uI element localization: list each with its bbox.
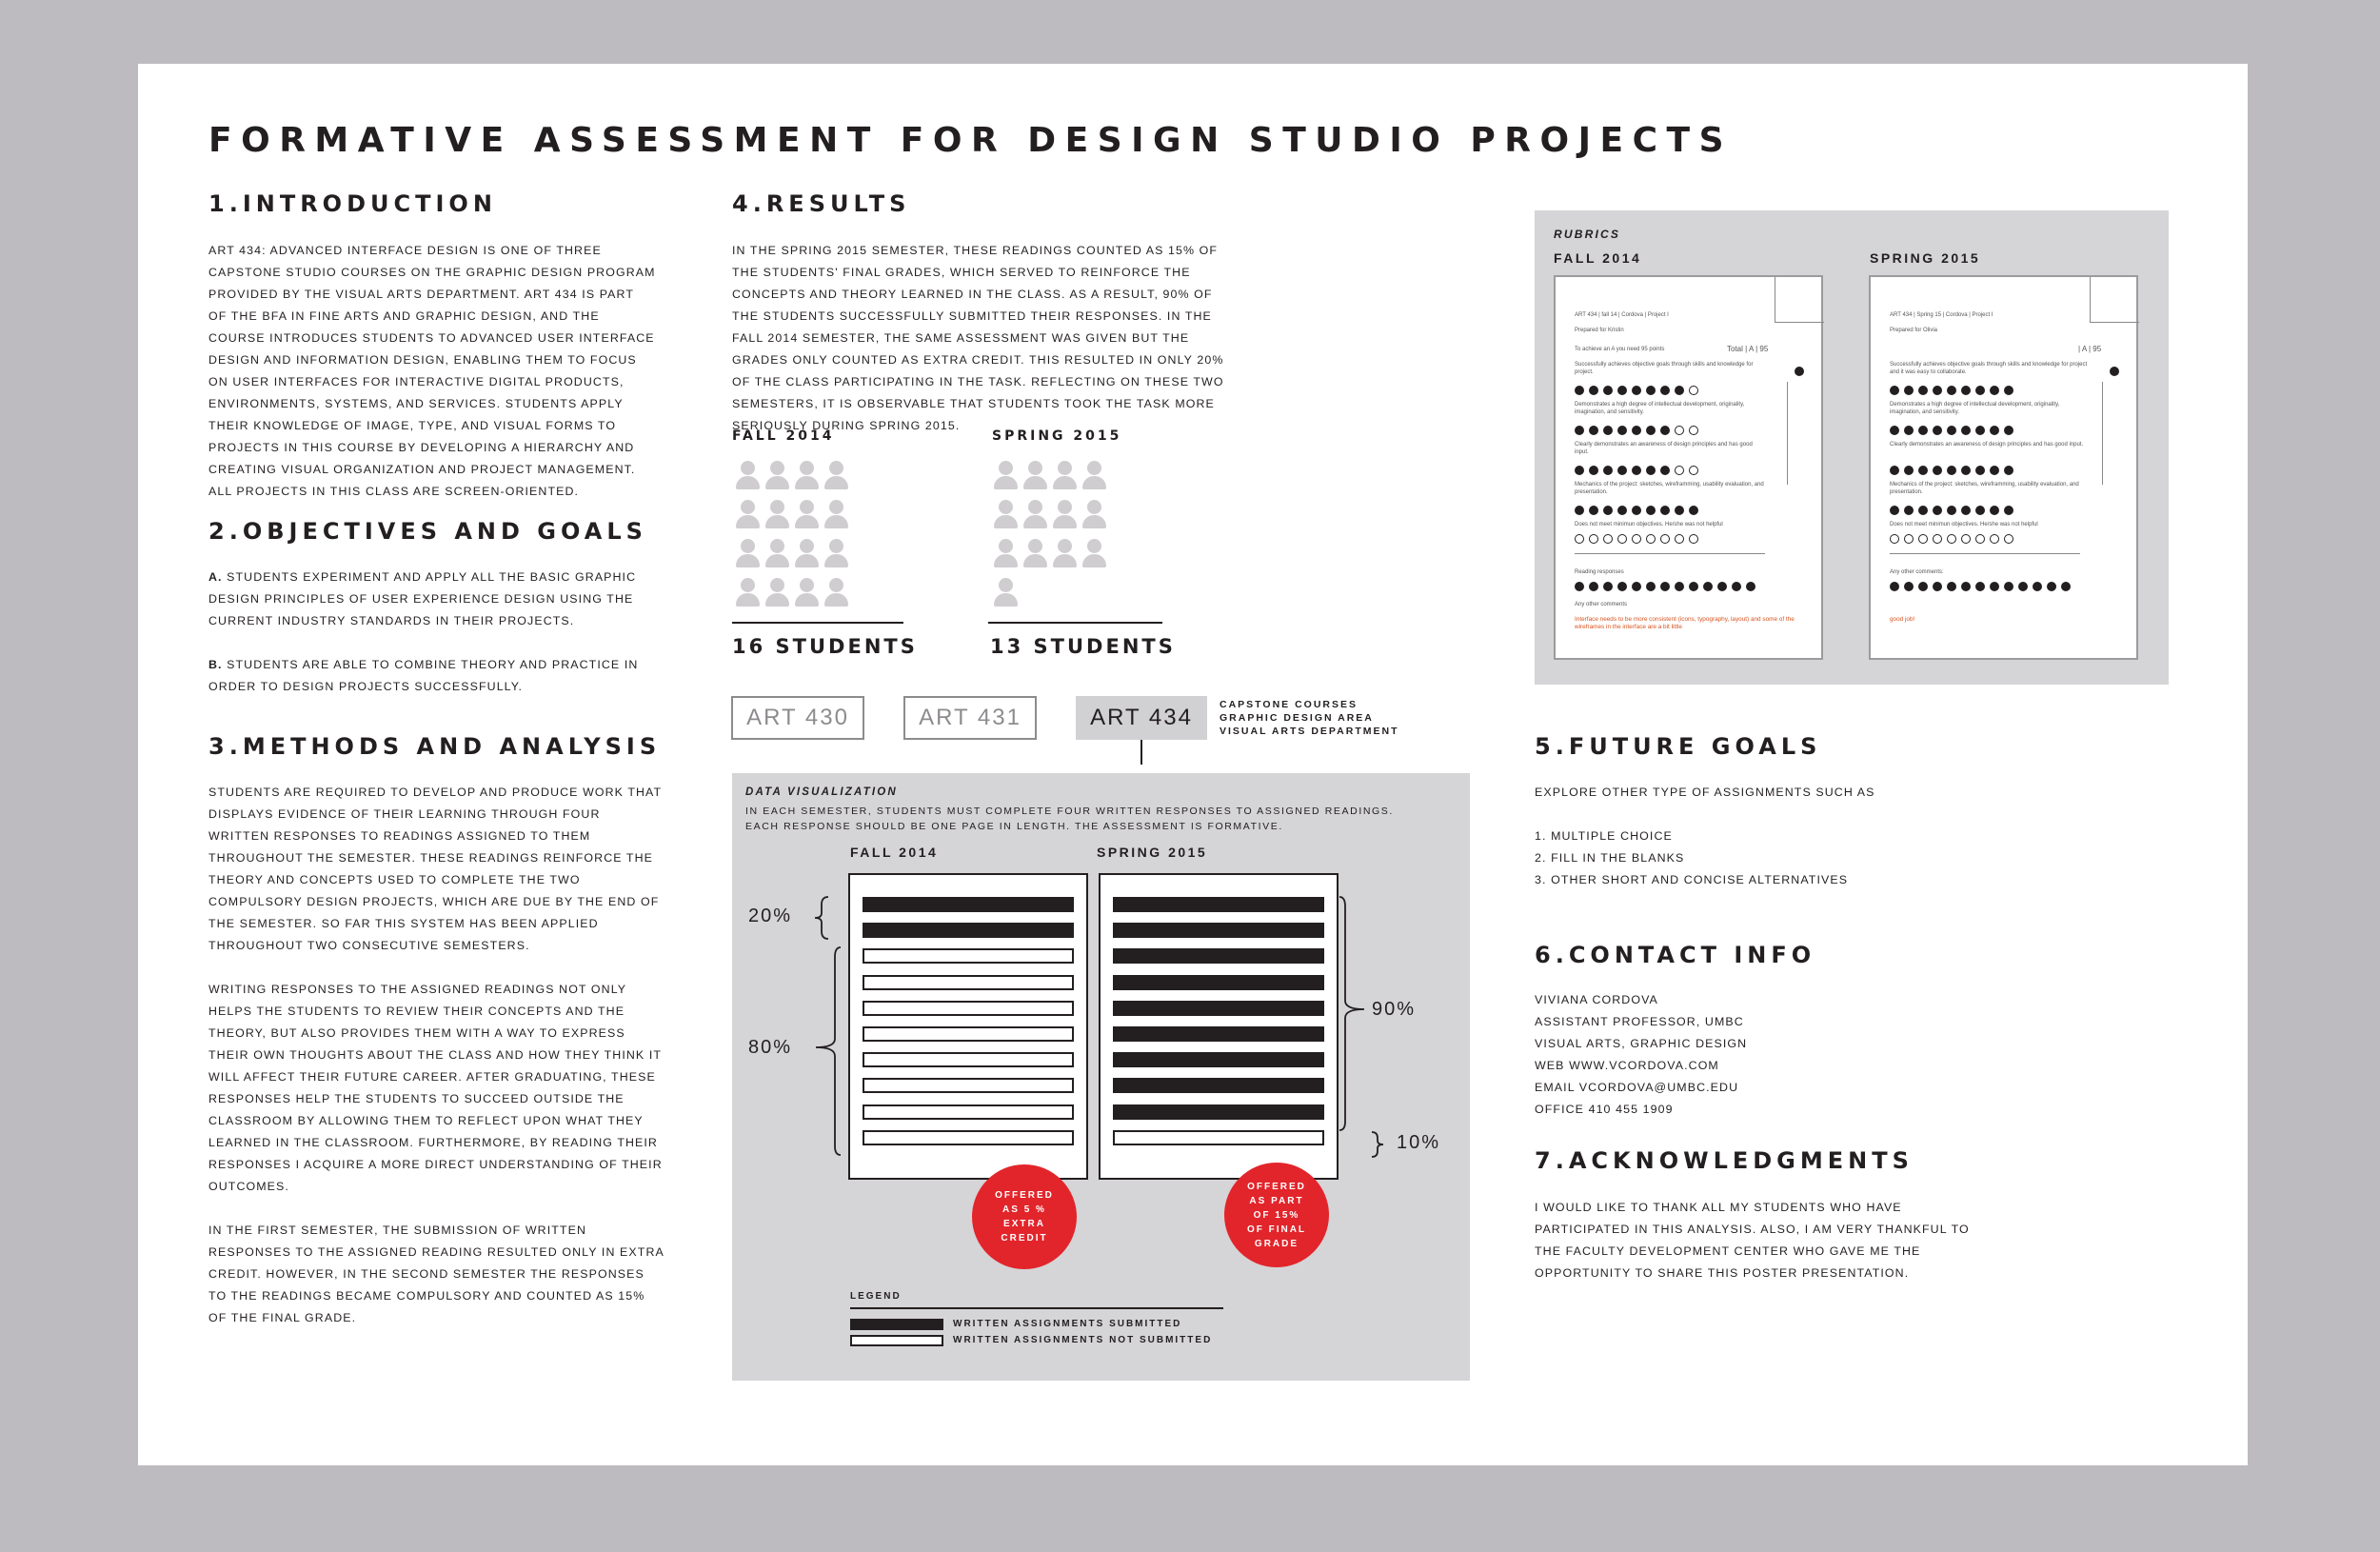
course-art-430: ART 430 xyxy=(731,696,864,740)
methods-paragraph-2: WRITING RESPONSES TO THE ASSIGNED READINGS NOT ONLY HELPS THE STUDENTS TO REVIEW THEIR CONCEPTS AND THE THEORY, BUT ALSO PROVIDES THEM WITH A WAY TO EXPRESS THEIR OWN THOUGHTS ABOUT THE CLASS AND HOW THEY THINK IT WILL AFFECT THEIR FUTURE CAREER. AFTER GRADUATING, THESE RESPONSES HELP THE STUDENTS TO SUCCEED OUTSIDE THE CLASSROOM BY ALLOWING THEM TO REFLECT UPON WHAT THEY LEARNED IN THE CLASSROOM. FURTHERMORE, BY READING THEIR RESPONSES I ACQUIRE A MORE DIRECT UNDERSTANDING OF THEIR OUTCOMES. xyxy=(208,983,663,1193)
rubric-dot xyxy=(1732,582,1741,591)
rubric-dot xyxy=(1646,582,1656,591)
rubric-dot xyxy=(1617,386,1627,395)
rubric-dot xyxy=(1632,426,1641,435)
rubric-dot xyxy=(1646,386,1656,395)
legend-not-submitted-label: WRITTEN ASSIGNMENTS NOT SUBMITTED xyxy=(953,1335,1213,1345)
rubric-dot xyxy=(1975,386,1985,395)
rubric-dot xyxy=(1890,426,1899,435)
fall-rubric-dots-5 xyxy=(1575,534,1698,544)
ack-paragraph: I WOULD LIKE TO THANK ALL MY STUDENTS WHO HAVE PARTICIPATED IN THIS ANALYSIS. ALSO, I AM VERY THANKFUL TO THE FACULTY DEVELOPMENT CENTER WHO GAVE ME THE OPPORTUNITY TO SHARE THIS POSTER PRESENTATION. xyxy=(1535,1201,1970,1280)
submitted-bar xyxy=(1113,1026,1324,1042)
spring-student-icons xyxy=(991,461,1109,617)
rubric-dot xyxy=(1646,466,1656,475)
fall-badge-line: CREDIT xyxy=(1001,1233,1048,1244)
rubric-dot xyxy=(1660,582,1670,591)
fall-rubric-criterion-1: Successfully achieves objective goals through skills and knowledge for project. xyxy=(1575,362,1754,375)
student-icon xyxy=(991,578,1021,617)
rubric-dot xyxy=(1575,534,1584,544)
fall-credit-badge xyxy=(972,1164,1077,1269)
rubric-dot xyxy=(1975,506,1985,515)
rubric-dot xyxy=(1589,534,1598,544)
rubric-dot xyxy=(1660,466,1670,475)
legend-rule xyxy=(850,1307,1223,1309)
spring-rubric-prepared: Prepared for Olivia xyxy=(1890,328,1938,333)
rubric-dot xyxy=(1675,426,1684,435)
spring-rubric-comments: Any other comments: xyxy=(1890,569,1944,575)
objective-a-text: STUDENTS EXPERIMENT AND APPLY ALL THE BASIC GRAPHIC DESIGN PRINCIPLES OF USER EXPERIENCE DESIGN USING THE CURRENT INDUSTRY STANDARDS IN THEIR PROJECTS. xyxy=(208,570,637,627)
rubric-dot xyxy=(1660,426,1670,435)
rubric-dot xyxy=(1746,582,1755,591)
submitted-bar xyxy=(1113,1052,1324,1067)
rubric-dot xyxy=(1717,582,1727,591)
rubric-dot xyxy=(1890,386,1899,395)
future-item-1: 1. MULTIPLE CHOICE xyxy=(1535,829,1673,843)
rubric-dot xyxy=(2004,506,2013,515)
rubric-dot xyxy=(1689,506,1698,515)
rubric-dot xyxy=(1990,466,1999,475)
not-submitted-bar xyxy=(863,948,1074,964)
fall-rubric-dots-6 xyxy=(1575,582,1755,591)
rubric-dot xyxy=(1990,426,1999,435)
rubric-dot xyxy=(1933,582,1942,591)
rubric-dot xyxy=(1904,534,1914,544)
future-text xyxy=(1535,782,2011,891)
not-submitted-bar xyxy=(863,1052,1074,1067)
submitted-bar xyxy=(1113,1001,1324,1016)
spring-badge-line: OF FINAL xyxy=(1246,1224,1307,1235)
dataviz-description xyxy=(745,804,1394,834)
rubric-dot xyxy=(1575,386,1584,395)
rubric-dot xyxy=(1933,534,1942,544)
legend-title: LEGEND xyxy=(850,1291,902,1302)
rubric-dot xyxy=(2004,426,2013,435)
fall-rubric-header: ART 434 | fall 14 | Cordova | Project I xyxy=(1575,312,1669,318)
rubric-dot xyxy=(1961,426,1971,435)
rubric-dot xyxy=(1660,506,1670,515)
contact-phone: OFFICE 410 455 1909 xyxy=(1535,1103,1674,1116)
rubric-dot xyxy=(1575,506,1584,515)
rubric-dot xyxy=(1675,582,1684,591)
submitted-bar xyxy=(1113,975,1324,990)
caption-line-3: VISUAL ARTS DEPARTMENT xyxy=(1220,726,1399,737)
not-submitted-bar xyxy=(863,1001,1074,1016)
poster xyxy=(138,64,2248,1465)
rubric-dot xyxy=(1918,426,1928,435)
dataviz-fall-label: FALL 2014 xyxy=(850,845,939,860)
contact-email: EMAIL VCORDOVA@UMBC.EDU xyxy=(1535,1081,1739,1094)
student-icon xyxy=(991,539,1021,578)
rubric-dot xyxy=(1575,582,1584,591)
rubric-dot xyxy=(1918,386,1928,395)
contact-title: ASSISTANT PROFESSOR, UMBC xyxy=(1535,1015,1744,1028)
rubric-dot xyxy=(1589,426,1598,435)
rubric-dot xyxy=(1632,534,1641,544)
rubric-dot xyxy=(2047,582,2056,591)
fall-rubric-dots-4 xyxy=(1575,506,1698,515)
submitted-bar xyxy=(863,897,1074,912)
student-icon xyxy=(792,500,822,539)
rubric-dot xyxy=(2004,534,2013,544)
rubric-dot xyxy=(1947,386,1956,395)
objective-b-label: B. xyxy=(208,658,223,671)
rubric-dot xyxy=(1918,466,1928,475)
rubric-dot xyxy=(1904,466,1914,475)
not-submitted-bar xyxy=(1113,1130,1324,1145)
rubric-dot xyxy=(1689,582,1698,591)
fall-rubric-criterion-5: Does not meet minimun objectives. He/she was not helpful xyxy=(1575,522,1723,527)
spring-rubric-header: ART 434 | Spring 15 | Cordova | Project I xyxy=(1890,312,1993,318)
contact-department: VISUAL ARTS, GRAPHIC DESIGN xyxy=(1535,1037,1748,1050)
rubric-dot xyxy=(1947,582,1956,591)
rubric-dot xyxy=(1632,506,1641,515)
fall-rubric-total: Total | A | 95 xyxy=(1727,345,1769,353)
rubric-dot xyxy=(1689,426,1698,435)
results-paragraph: IN THE SPRING 2015 SEMESTER, THESE READINGS COUNTED AS 15% OF THE STUDENTS' FINAL GRADES, WHICH SERVED TO REINFORCE THE CONCEPTS AND THEORY LEARNED IN THE CLASS. AS A RESULT, 90% OF THE STUDENTS SUCCESSFULLY SUBMITTED THEIR RESPONSES. IN THE FALL 2014 SEMESTER, THE SAME ASSESSMENT WAS GIVEN BUT THE GRADES ONLY COUNTED AS EXTRA CREDIT. THIS RESULTED IN ONLY 20% OF THE CLASS PARTICIPATING IN THE TASK. REFLECTING ON THESE TWO SEMESTERS, IT IS OBSERVABLE THAT STUDENTS TOOK THE TASK MORE SERIOUSLY DURING SPRING 2015. xyxy=(732,244,1224,432)
rubric-dot xyxy=(1675,506,1684,515)
fall-badge-line: OFFERED xyxy=(995,1190,1054,1201)
rubric-dot xyxy=(1603,582,1613,591)
rubric-dot xyxy=(1990,534,1999,544)
course-caption xyxy=(1220,698,1398,738)
caption-line-1: CAPSTONE COURSES xyxy=(1220,699,1358,710)
fall-rubric-score-box xyxy=(1775,277,1824,323)
results-spring-label: SPRING 2015 xyxy=(992,428,1122,444)
student-icon xyxy=(991,461,1021,500)
spring-rubric-criterion-1: Successfully achieves objective goals through skills and knowledge for project and it was easy to collaborate. xyxy=(1890,362,2088,375)
future-item-2: 2. FILL IN THE BLANKS xyxy=(1535,851,1685,865)
rubric-dot xyxy=(2004,386,2013,395)
submitted-bar xyxy=(1113,1104,1324,1120)
dataviz-label: DATA VISUALIZATION xyxy=(745,786,898,798)
fall-rubric-comment-text: Interface needs to be more consistent (icons, typography, layout) and some of the wireframes in the interface are a bit little xyxy=(1575,616,1795,630)
student-icon xyxy=(733,578,763,617)
rubric-dot xyxy=(1947,506,1956,515)
student-icon xyxy=(822,578,851,617)
spring-student-count: 13 STUDENTS xyxy=(990,635,1176,658)
rubric-dot xyxy=(1904,582,1914,591)
spring-badge-line: OFFERED xyxy=(1247,1181,1306,1192)
spring-count-rule xyxy=(988,622,1162,624)
rubric-dot xyxy=(1904,386,1914,395)
rubric-dot xyxy=(1975,426,1985,435)
spring-rubric-bullet xyxy=(2110,367,2119,376)
rubric-dot xyxy=(1961,506,1971,515)
ack-text xyxy=(1535,1197,1992,1284)
rubric-dot xyxy=(1890,582,1899,591)
rubric-dot xyxy=(1589,506,1598,515)
objective-a-label: A. xyxy=(208,570,223,584)
fall-not-submitted-pct: 80% xyxy=(748,1037,793,1058)
fall-badge-text xyxy=(995,1188,1054,1245)
rubrics-spring-label: SPRING 2015 xyxy=(1870,250,1981,266)
rubric-dot xyxy=(1904,506,1914,515)
rubric-dot xyxy=(2004,466,2013,475)
rubric-dot xyxy=(1617,534,1627,544)
fall-rubric-criterion-4: Mechanics of the project: sketches, wireframming, usability evaluation, and presentation. xyxy=(1575,482,1764,495)
rubric-dot xyxy=(1675,386,1684,395)
rubric-dot xyxy=(1617,426,1627,435)
spring-not-submitted-pct: 10% xyxy=(1397,1132,1441,1153)
contact-name: VIVIANA CORDOVA xyxy=(1535,993,1658,1006)
rubric-dot xyxy=(1589,582,1598,591)
student-icon xyxy=(733,539,763,578)
objectives-text xyxy=(208,567,675,698)
rubric-dot xyxy=(1617,506,1627,515)
contact-heading: 6.CONTACT INFO xyxy=(1535,942,1816,968)
fall-student-icons xyxy=(733,461,851,617)
submitted-bar xyxy=(1113,1078,1324,1093)
spring-rubric-total: | A | 95 xyxy=(2078,345,2102,353)
rubric-dot xyxy=(1961,534,1971,544)
rubric-dot xyxy=(2033,582,2042,591)
submitted-bar xyxy=(1113,923,1324,938)
rubric-dot xyxy=(1933,466,1942,475)
spring-rubric-dots-5 xyxy=(1890,534,2013,544)
ack-heading: 7.ACKNOWLEDGMENTS xyxy=(1535,1147,1914,1174)
legend-not-submitted-swatch xyxy=(850,1335,943,1346)
spring-rubric-criterion-5: Does not meet minimun objectives. He/she was not helpful xyxy=(1890,522,2038,527)
methods-heading: 3.METHODS AND ANALYSIS xyxy=(208,733,662,760)
submitted-bar xyxy=(1113,948,1324,964)
student-icon xyxy=(1021,461,1050,500)
student-icon xyxy=(822,500,851,539)
rubric-dot xyxy=(1933,386,1942,395)
student-icon xyxy=(822,461,851,500)
rubrics-label: RUBRICS xyxy=(1554,228,1621,241)
spring-rubric-dots-3 xyxy=(1890,466,2013,475)
rubric-dot xyxy=(1961,582,1971,591)
methods-paragraph-3: IN THE FIRST SEMESTER, THE SUBMISSION OF WRITTEN RESPONSES TO THE ASSIGNED READING RESULTED ONLY IN EXTRA CREDIT. HOWEVER, IN THE SECOND SEMESTER THE RESPONSES TO THE READINGS BECAME COMPULSORY AND COUNTED AS 15% OF THE FINAL GRADE. xyxy=(208,1224,664,1324)
spring-rubric-criterion-4: Mechanics of the project: sketches, wireframming, usability evaluation, and presentation. xyxy=(1890,482,2079,495)
rubric-dot xyxy=(1933,426,1942,435)
rubric-dot xyxy=(1603,534,1613,544)
intro-heading: 1.INTRODUCTION xyxy=(208,190,497,217)
fall-rubric-dots-3 xyxy=(1575,466,1698,475)
rubric-dot xyxy=(1660,386,1670,395)
rubric-dot xyxy=(1890,466,1899,475)
rubric-dot xyxy=(1975,466,1985,475)
submitted-bar xyxy=(1113,897,1324,912)
rubric-dot xyxy=(1603,426,1613,435)
fall-rubric-dots-2 xyxy=(1575,426,1698,435)
fall-rubric-divider xyxy=(1575,553,1765,554)
rubric-dot xyxy=(1890,534,1899,544)
rubric-dot xyxy=(1603,386,1613,395)
fall-rubric-scale-line xyxy=(1787,382,1788,485)
spring-submitted-pct: 90% xyxy=(1372,999,1417,1020)
rubric-dot xyxy=(1961,466,1971,475)
rubric-dot xyxy=(1646,534,1656,544)
rubric-dot xyxy=(1689,386,1698,395)
future-item-3: 3. OTHER SHORT AND CONCISE ALTERNATIVES xyxy=(1535,873,1849,886)
objective-a xyxy=(208,567,675,632)
submitted-bar xyxy=(863,923,1074,938)
contact-web: WEB WWW.VCORDOVA.COM xyxy=(1535,1059,1719,1072)
intro-text xyxy=(208,240,656,503)
not-submitted-bar xyxy=(863,1130,1074,1145)
rubric-dot xyxy=(1646,506,1656,515)
rubric-dot xyxy=(1617,582,1627,591)
student-icon xyxy=(1080,461,1109,500)
rubric-dot xyxy=(1589,466,1598,475)
legend-submitted-swatch xyxy=(850,1319,943,1330)
course-art-431: ART 431 xyxy=(903,696,1037,740)
student-icon xyxy=(792,578,822,617)
student-icon xyxy=(763,539,792,578)
spring-rubric-dots-2 xyxy=(1890,426,2013,435)
dataviz-desc-line-1: IN EACH SEMESTER, STUDENTS MUST COMPLETE FOUR WRITTEN RESPONSES TO ASSIGNED READINGS. xyxy=(745,806,1394,817)
student-icon xyxy=(1021,500,1050,539)
not-submitted-bar xyxy=(863,1104,1074,1120)
intro-paragraph: ART 434: ADVANCED INTERFACE DESIGN IS ONE OF THREE CAPSTONE STUDIO COURSES ON THE GRAPHIC DESIGN PROGRAM PROVIDED BY THE VISUAL ARTS DEPARTMENT. ART 434 IS PART OF THE BFA IN FINE ARTS AND GRAPHIC DESIGN, AND THE COURSE INTRODUCES STUDENTS TO ADVANCED USER INTERFACE DESIGN AND INFORMATION DESIGN, ENABLING THEM TO FOCUS ON USER INTERFACES FOR INTERACTIVE DIGITAL PRODUCTS, ENVIRONMENTS, SYSTEMS, AND SERVICES. STUDENTS APPLY THEIR KNOWLEDGE OF IMAGE, TYPE, AND VISUAL FORMS TO PROJECTS IN THIS COURSE BY DEVELOPING A HIERARCHY AND CREATING VISUAL ORGANIZATION AND PROJECT MANAGEMENT. ALL PROJECTS IN THIS CLASS ARE SCREEN-ORIENTED. xyxy=(208,244,656,498)
rubric-dot xyxy=(1975,582,1985,591)
fall-rubric-comments: Any other comments xyxy=(1575,602,1628,607)
rubrics-fall-label: FALL 2014 xyxy=(1554,250,1642,266)
rubric-dot xyxy=(1617,466,1627,475)
future-intro: EXPLORE OTHER TYPE OF ASSIGNMENTS SUCH AS xyxy=(1535,786,1875,799)
student-icon xyxy=(1021,539,1050,578)
student-icon xyxy=(822,539,851,578)
spring-badge-line: AS PART xyxy=(1249,1195,1304,1206)
spring-rubric-document xyxy=(1869,275,2138,660)
results-heading: 4.RESULTS xyxy=(732,190,911,217)
results-fall-label: FALL 2014 xyxy=(732,428,835,444)
fall-rubric-bullet xyxy=(1795,367,1804,376)
rubric-dot xyxy=(1947,426,1956,435)
student-icon xyxy=(1080,539,1109,578)
spring-badge-line: GRADE xyxy=(1254,1238,1299,1249)
fall-count-rule xyxy=(732,622,903,624)
objectives-heading: 2.OBJECTIVES AND GOALS xyxy=(208,518,647,545)
rubric-dot xyxy=(1904,426,1914,435)
spring-credit-badge xyxy=(1224,1163,1329,1267)
fall-rubric-achieve: To achieve an A you need 95 points xyxy=(1575,347,1665,352)
fall-rubric-criterion-2: Demonstrates a high degree of intellectual development, originality, imagination, and sensitivity. xyxy=(1575,402,1745,415)
student-icon xyxy=(733,500,763,539)
rubric-dot xyxy=(1675,534,1684,544)
methods-paragraph-1: STUDENTS ARE REQUIRED TO DEVELOP AND PRODUCE WORK THAT DISPLAYS EVIDENCE OF THEIR LEARNING THROUGH FOUR WRITTEN RESPONSES TO READINGS ASSIGNED TO THEM THROUGHOUT THE SEMESTER. THESE READINGS REINFORCE THE THEORY AND CONCEPTS USED TO COMPLETE THE TWO COMPULSORY DESIGN PROJECTS, WHICH ARE DUE BY THE END OF THE SEMESTER. SO FAR THIS SYSTEM HAS BEEN APPLIED THROUGHOUT TWO CONSECUTIVE SEMESTERS. xyxy=(208,786,662,952)
legend-submitted-label: WRITTEN ASSIGNMENTS SUBMITTED xyxy=(953,1319,1182,1329)
spring-rubric-criterion-2: Demonstrates a high degree of intellectual development, originality, imagination, and sensitivity. xyxy=(1890,402,2060,415)
rubric-dot xyxy=(1918,534,1928,544)
rubric-dot xyxy=(1947,534,1956,544)
rubric-dot xyxy=(1703,582,1713,591)
rubric-dot xyxy=(1990,506,1999,515)
spring-rubric-dots-6 xyxy=(1890,582,2071,591)
spring-badge-line: OF 15% xyxy=(1253,1209,1300,1221)
rubric-dot xyxy=(1918,506,1928,515)
rubric-dot xyxy=(1589,386,1598,395)
rubric-dot xyxy=(1603,466,1613,475)
connector-line xyxy=(1140,740,1142,765)
rubric-dot xyxy=(2004,582,2013,591)
rubric-dot xyxy=(1632,466,1641,475)
student-icon xyxy=(763,500,792,539)
student-icon xyxy=(1050,539,1080,578)
student-icon xyxy=(763,461,792,500)
dataviz-spring-label: SPRING 2015 xyxy=(1097,845,1208,860)
rubric-dot xyxy=(1660,534,1670,544)
rubric-dot xyxy=(1632,386,1641,395)
fall-badge-line: EXTRA xyxy=(1003,1219,1045,1229)
spring-rubric-dots-1 xyxy=(1890,386,2013,395)
objective-b-text: STUDENTS ARE ABLE TO COMBINE THEORY AND PRACTICE IN ORDER TO DESIGN PROJECTS SUCCESSFULLY. xyxy=(208,658,639,693)
fall-rubric-prepared: Prepared for Kristin xyxy=(1575,328,1624,333)
caption-line-2: GRAPHIC DESIGN AREA xyxy=(1220,712,1374,724)
rubric-dot xyxy=(1975,534,1985,544)
rubric-dot xyxy=(1990,582,1999,591)
rubric-dot xyxy=(1675,466,1684,475)
spring-rubric-score-box xyxy=(2090,277,2139,323)
not-submitted-bar xyxy=(863,1078,1074,1093)
fall-student-count: 16 STUDENTS xyxy=(732,635,918,658)
fall-rubric-reading: Reading responses xyxy=(1575,569,1624,575)
spring-rubric-divider xyxy=(1890,553,2080,554)
student-icon xyxy=(733,461,763,500)
student-icon xyxy=(1080,500,1109,539)
spring-badge-text xyxy=(1247,1180,1306,1251)
rubric-dot xyxy=(1947,466,1956,475)
rubric-dot xyxy=(1689,466,1698,475)
rubric-dot xyxy=(2018,582,2028,591)
student-icon xyxy=(792,539,822,578)
course-art-434: ART 434 xyxy=(1076,696,1207,740)
fall-badge-line: AS 5 % xyxy=(1002,1204,1046,1215)
spring-rubric-comment-text: good job! xyxy=(1890,616,1915,623)
rubric-dot xyxy=(1575,466,1584,475)
not-submitted-bar xyxy=(863,1026,1074,1042)
fall-rubric-dots-1 xyxy=(1575,386,1698,395)
rubric-dot xyxy=(1933,506,1942,515)
spring-rubric-criterion-3: Clearly demonstrates an awareness of design principles and has good input. xyxy=(1890,442,2084,448)
rubric-dot xyxy=(1961,386,1971,395)
spring-rubric-dots-4 xyxy=(1890,506,2013,515)
objective-b xyxy=(208,654,675,698)
rubric-dot xyxy=(1575,426,1584,435)
rubric-dot xyxy=(1990,386,1999,395)
results-text xyxy=(732,240,1241,437)
rubric-dot xyxy=(1632,582,1641,591)
poster-title: FORMATIVE ASSESSMENT FOR DESIGN STUDIO PROJECTS xyxy=(208,121,1733,160)
methods-text xyxy=(208,782,665,1329)
student-icon xyxy=(763,578,792,617)
future-heading: 5.FUTURE GOALS xyxy=(1535,733,1822,760)
not-submitted-bar xyxy=(863,975,1074,990)
spring-rubric-scale-line xyxy=(2102,382,2103,485)
contact-text xyxy=(1535,989,2011,1121)
fall-submitted-pct: 20% xyxy=(748,905,793,926)
rubric-dot xyxy=(1918,582,1928,591)
student-icon xyxy=(991,500,1021,539)
fall-rubric-document xyxy=(1554,275,1823,660)
student-icon xyxy=(1050,461,1080,500)
dataviz-desc-line-2: EACH RESPONSE SHOULD BE ONE PAGE IN LENGTH. THE ASSESSMENT IS FORMATIVE. xyxy=(745,821,1283,832)
rubric-dot xyxy=(2061,582,2071,591)
fall-rubric-criterion-3: Clearly demonstrates an awareness of design principles and has good input. xyxy=(1575,442,1753,455)
rubric-dot xyxy=(1646,426,1656,435)
rubric-dot xyxy=(1890,506,1899,515)
rubric-dot xyxy=(1603,506,1613,515)
student-icon xyxy=(792,461,822,500)
rubric-dot xyxy=(1689,534,1698,544)
student-icon xyxy=(1050,500,1080,539)
